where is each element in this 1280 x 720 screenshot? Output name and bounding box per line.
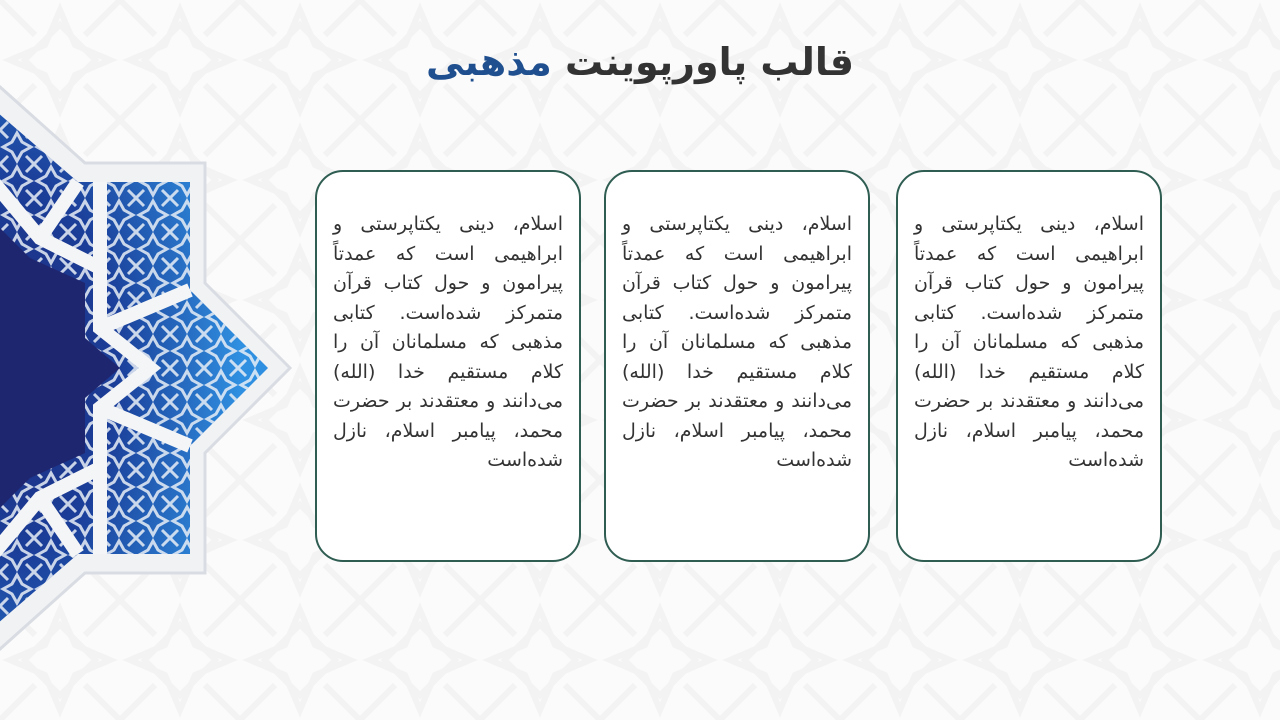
text-card-left bbox=[315, 170, 581, 562]
title-main: قالب پاورپوینت bbox=[565, 40, 855, 84]
card-text: اسلام، دینی یکتاپرستی و ابراهیمی است که عمدتاً پیرامون و حول کتاب قرآن متمرکز شده‌است. کتابی مذهبی که مسلمانان آن را کلام مستقیم خدا (الله) می‌دانند و معتقدند بر حضرت محمد، پیامبر اسلام، نازل شده‌است bbox=[622, 213, 852, 471]
text-card-middle bbox=[604, 170, 870, 562]
text-card-right bbox=[896, 170, 1162, 562]
title-accent: مذهبی bbox=[425, 40, 552, 84]
card-text: اسلام، دینی یکتاپرستی و ابراهیمی است که عمدتاً پیرامون و حول کتاب قرآن متمرکز شده‌است. کتابی مذهبی که مسلمانان آن را کلام مستقیم خدا (الله) می‌دانند و معتقدند بر حضرت محمد، پیامبر اسلام، نازل شده‌است bbox=[914, 213, 1144, 471]
card-text: اسلام، دینی یکتاپرستی و ابراهیمی است که عمدتاً پیرامون و حول کتاب قرآن متمرکز شده‌است. کتابی مذهبی که مسلمانان آن را کلام مستقیم خدا (الله) می‌دانند و معتقدند بر حضرت محمد، پیامبر اسلام، نازل شده‌است bbox=[333, 213, 563, 471]
slide-title bbox=[0, 40, 1280, 84]
islamic-star-ornament bbox=[0, 0, 300, 720]
